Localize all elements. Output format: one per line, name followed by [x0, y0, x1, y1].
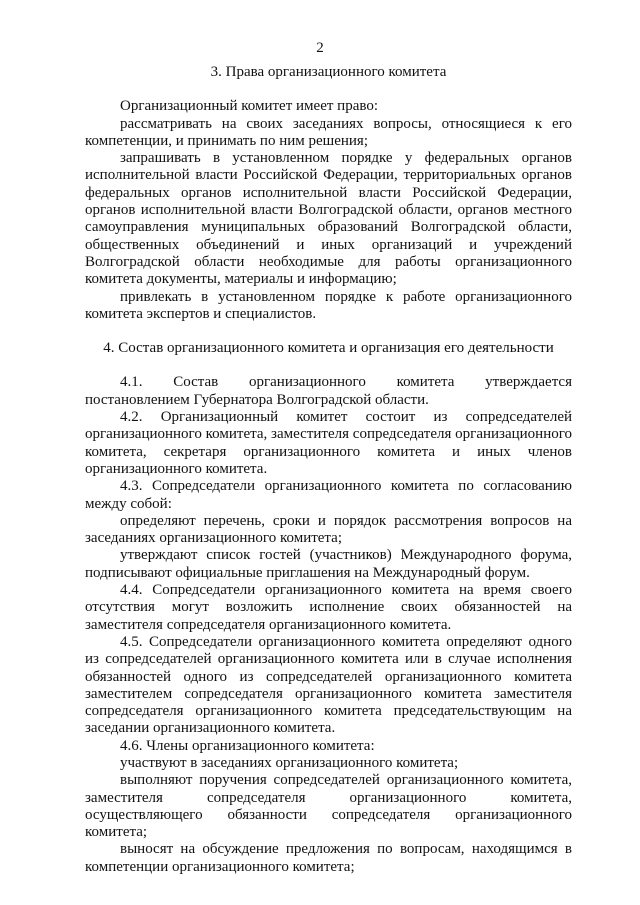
section-3-body	[85, 98, 572, 323]
paragraph: 4.5. Сопредседатели организационного комитета определяют одного из сопредседателей организационного комитета или в случае исполнения обязанностей одного из сопредседателей организационного комитета заместителем сопредседателя организационного комитета заместителя сопредседателя организационного комитета председательствующим на заседании организационного комитета.	[85, 633, 572, 737]
paragraph: Организационный комитет имеет право:	[120, 98, 378, 115]
section-4-body	[85, 374, 572, 876]
section-3-heading: 3. Права организационного комитета	[210, 64, 447, 80]
paragraph: привлекать в установленном порядке к работе организационного комитета экспертов и специалистов.	[85, 288, 572, 322]
page-number: 2	[316, 40, 324, 56]
paragraph: участвуют в заседаниях организационного комитета;	[120, 754, 459, 771]
paragraph: 4.3. Сопредседатели организационного комитета по согласованию между собой:	[85, 478, 572, 512]
paragraph: 4.1. Состав организационного комитета утверждается постановлением Губернатора Волгоградской области.	[85, 374, 572, 408]
paragraph: определяют перечень, сроки и порядок рассмотрения вопросов на заседаниях организационного комитета;	[85, 512, 572, 547]
paragraph: утверждают список гостей (участников) Международного форума, подписывают официальные приглашения на Международный форум.	[85, 547, 572, 581]
paragraph: выносят на обсуждение предложения по вопросам, находящимся в компетенции организационного комитета;	[85, 841, 572, 875]
paragraph: выполняют поручения сопредседателей организационного комитета, заместителя сопредседателя организационного комитета, осуществляющего обязанности сопредседателя организационного комитета;	[85, 772, 572, 841]
document-body	[85, 64, 572, 876]
paragraph: 4.4. Сопредседатели организационного комитета на время своего отсутствия могут возложить исполнение своих обязанностей на заместителя сопредседателя организационного комитета.	[85, 582, 572, 633]
paragraph: запрашивать в установленном порядке у федеральных органов исполнительной власти Российской Федерации, территориальных органов федеральных органов исполнительной власти Российской Федерации, органов исполнительной власти Волгоградской области, органов местного самоуправления муниципальных образований Волгоградской области, общественных объединений и иных организаций и учреждений Волгоградской области необходимые для работы организационного комитета документы, материалы и информацию;	[85, 150, 572, 288]
section-4-heading: 4. Состав организационного комитета и организация его деятельности	[103, 340, 554, 357]
paragraph: 4.2. Организационный комитет состоит из сопредседателей организационного комитета, заместителя сопредседателя организационного комитета, секретаря организационного комитета и иных членов организационного комитета.	[85, 409, 572, 477]
paragraph: рассматривать на своих заседаниях вопросы, относящиеся к его компетенции, и принимать по ним решения;	[85, 115, 572, 149]
paragraph: 4.6. Члены организационного комитета:	[120, 737, 375, 754]
